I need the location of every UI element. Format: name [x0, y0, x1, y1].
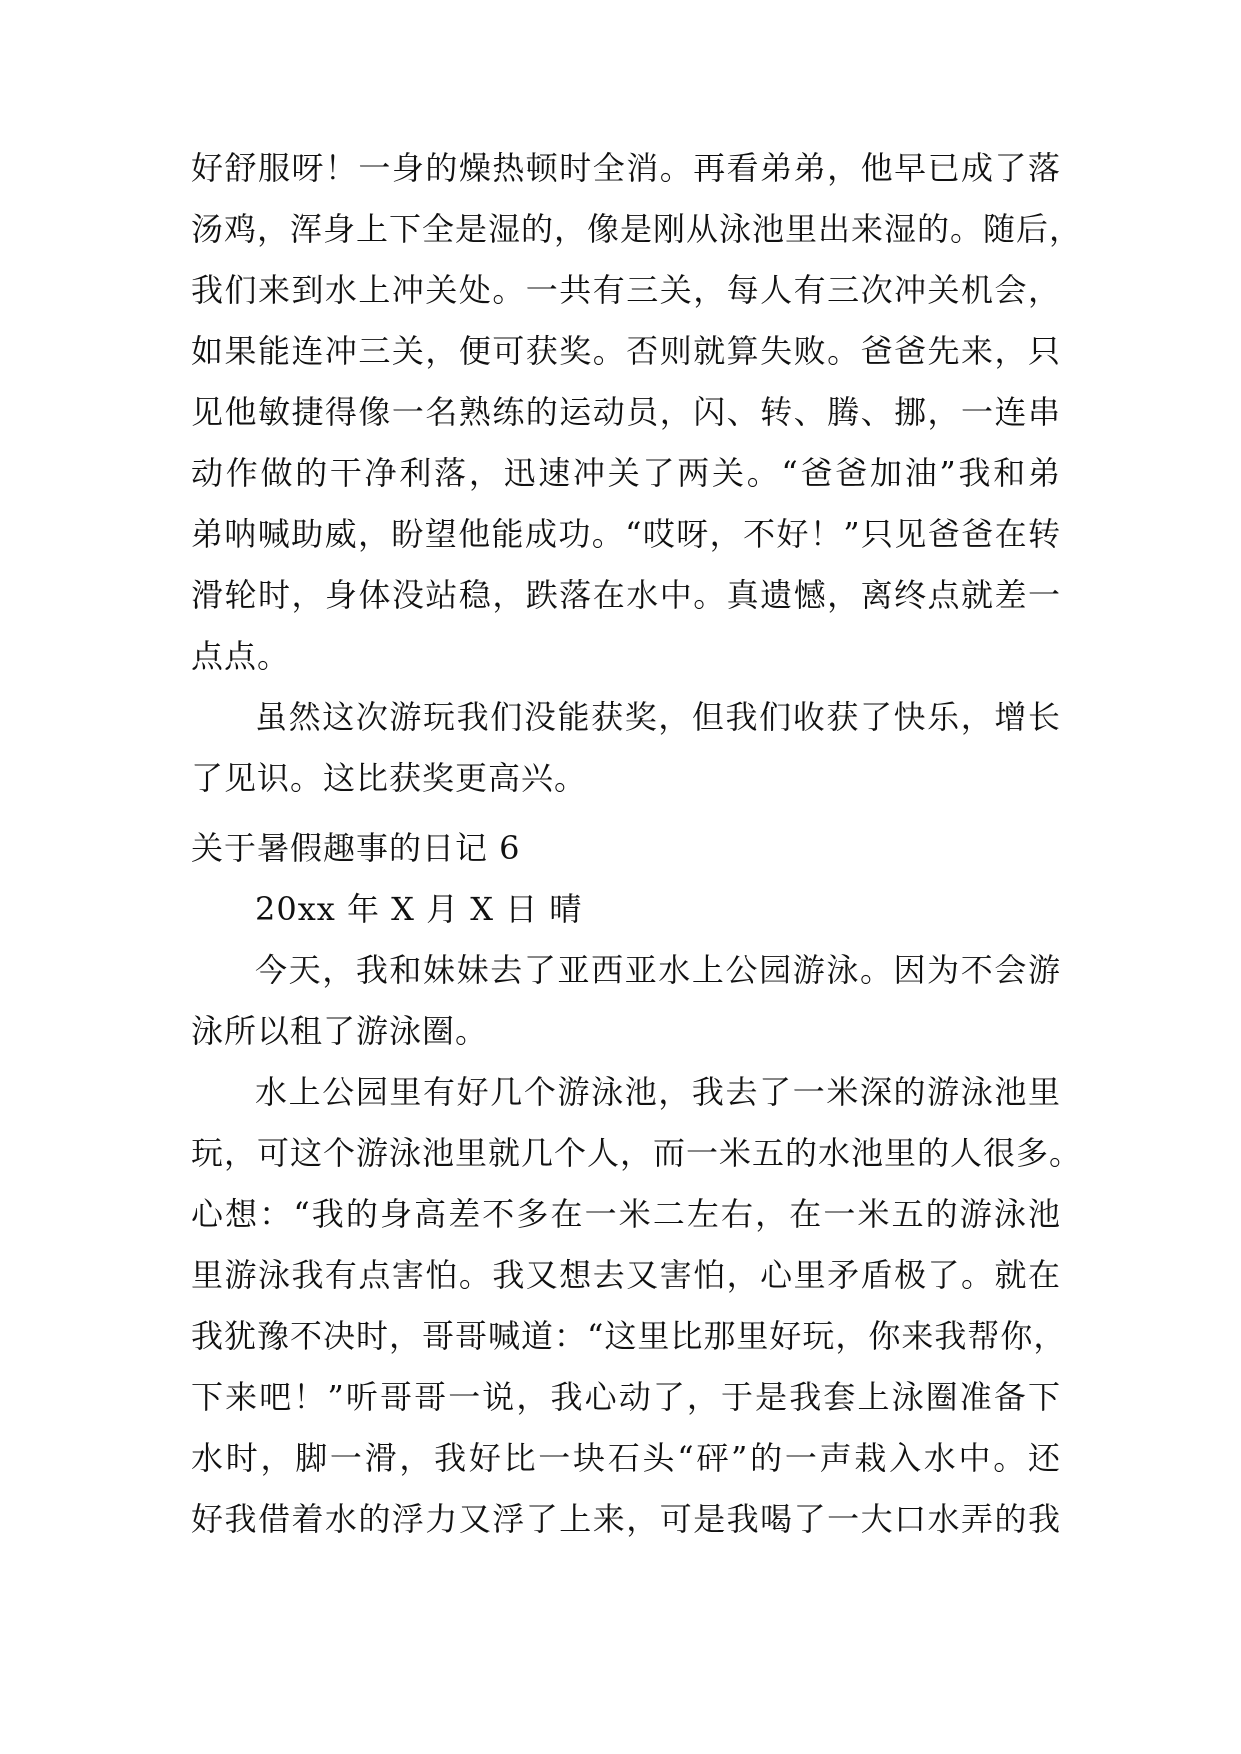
paragraph-line: 动作做的干净利落，迅速冲关了两关。“爸爸加油”我和弟 — [191, 454, 1061, 492]
paragraph-line: 汤鸡，浑身上下全是湿的，像是刚从泳池里出来湿的。随后， — [191, 210, 1083, 248]
paragraph-line: 了见识。这比获奖更高兴。 — [191, 759, 588, 797]
paragraph-line: 点点。 — [191, 637, 291, 675]
diary-title: 关于暑假趣事的日记 6 — [191, 829, 521, 867]
paragraph-line: 下来吧！”听哥哥一说，我心动了，于是我套上泳圈准备下 — [191, 1378, 1061, 1416]
paragraph-line: 我犹豫不决时，哥哥喊道：“这里比那里好玩，你来我帮你， — [191, 1317, 1067, 1355]
section-1 — [191, 138, 1083, 809]
paragraph-line: 见他敏捷得像一名熟练的运动员，闪、转、腾、挪，一连串 — [191, 393, 1061, 431]
paragraph-line: 玩，可这个游泳池里就几个人，而一米五的水池里的人很多。 — [191, 1134, 1083, 1172]
diary-date: 20xx 年 X 月 X 日 晴 — [255, 890, 583, 928]
paragraph-line: 里游泳我有点害怕。我又想去又害怕，心里矛盾极了。就在 — [191, 1256, 1061, 1294]
paragraph-line: 好我借着水的浮力又浮了上来，可是我喝了一大口水弄的我 — [191, 1500, 1061, 1538]
paragraph-line: 虽然这次游玩我们没能获奖，但我们收获了快乐，增长 — [255, 698, 1061, 736]
paragraph-line: 我们来到水上冲关处。一共有三关，每人有三次冲关机会， — [191, 271, 1061, 309]
paragraph-line: 今天，我和妹妹去了亚西亚水上公园游泳。因为不会游 — [255, 951, 1061, 989]
paragraph-line: 水时，脚一滑，我好比一块石头“砰”的一声栽入水中。还 — [191, 1439, 1061, 1477]
paragraph-line: 水上公园里有好几个游泳池，我去了一米深的游泳池里 — [255, 1073, 1061, 1111]
section-2 — [191, 818, 1083, 1550]
paragraph-line: 滑轮时，身体没站稳，跌落在水中。真遗憾，离终点就差一 — [191, 576, 1061, 614]
paragraph-line: 弟呐喊助威，盼望他能成功。“哎呀，不好！”只见爸爸在转 — [191, 515, 1061, 553]
paragraph-line: 心想：“我的身高差不多在一米二左右，在一米五的游泳池 — [191, 1195, 1061, 1233]
paragraph-line: 泳所以租了游泳圈。 — [191, 1012, 489, 1050]
paragraph-line: 好舒服呀！一身的燥热顿时全消。再看弟弟，他早已成了落 — [191, 149, 1061, 187]
paragraph-line: 如果能连冲三关，便可获奖。否则就算失败。爸爸先来，只 — [191, 332, 1061, 370]
